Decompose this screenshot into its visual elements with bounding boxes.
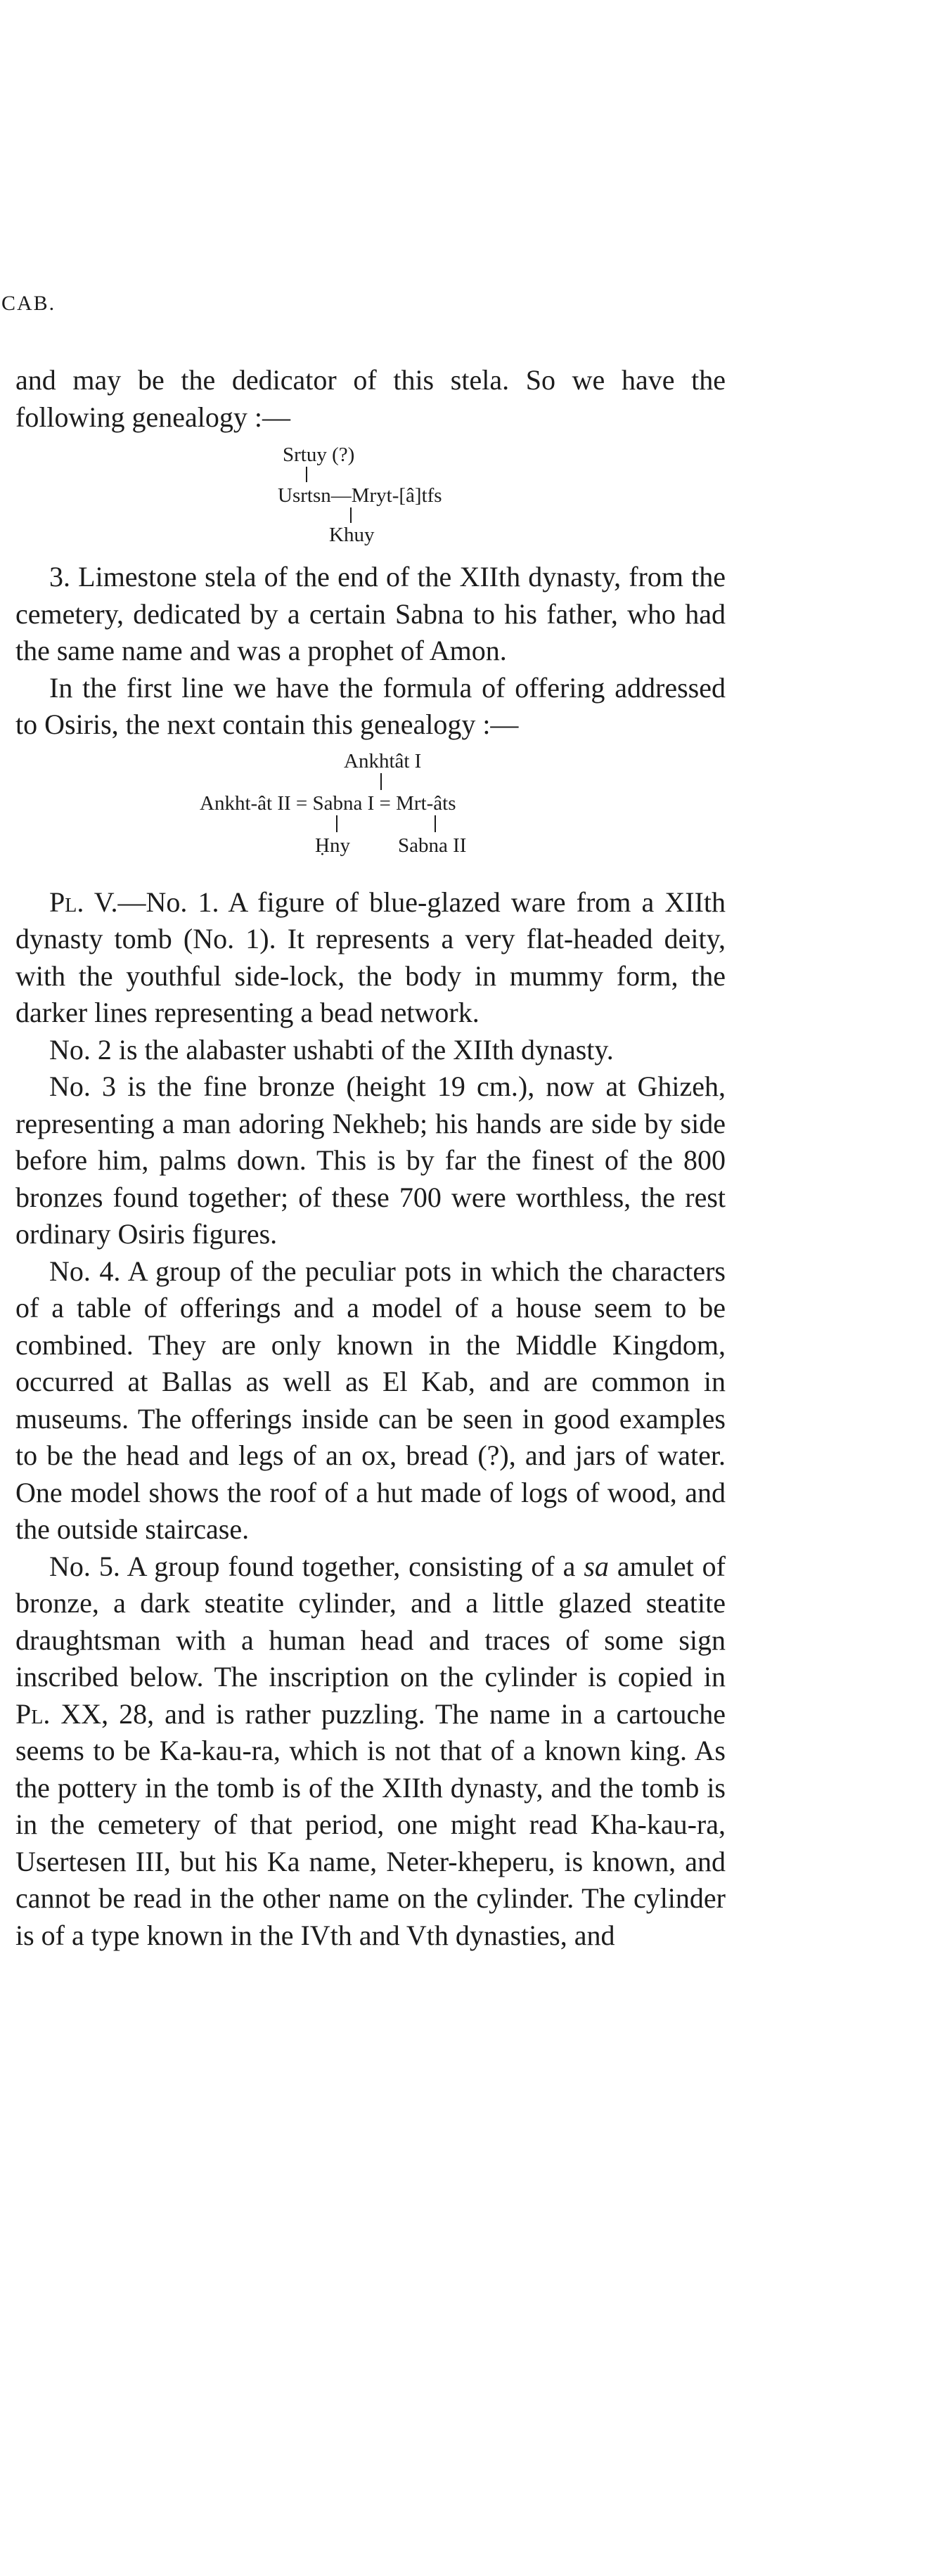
plate-reference: Pl. V. bbox=[49, 886, 118, 918]
genealogy-1-bottom: Khuy bbox=[329, 524, 375, 546]
paragraph-no-3: No. 3 is the fine bronze (height 19 cm.), now at Ghizeh, representing a man adoring Nekheb; his hands are side by side before him, palms down. This is by far the finest of the 800 bronzes found together; of these 700 were worthless, the rest ordinary Osiris figures. bbox=[15, 1070, 726, 1250]
paragraph-no-5: No. 5. A group found together, consisting of a sa amulet of bronze, a dark steatite cylinder, and a little glazed steatite draughtsman with a human head and traces of some sign inscribed below. The inscription on the cylinder is copied in Pl. XX, 28, and is rather puzzling. The name in a cartouche seems to be Ka-kau-ra, which is not that of a known king. As the pottery in the tomb is of the XIIth dynasty, and the tomb is in the cemetery of that period, one might read Kha-kau-ra, Usertesen III, but his Ka name, Neter-kheperu, is known, and cannot be read in the other name on the cylinder. The cylinder is of a type known in the IVth and Vth dynasties, and bbox=[15, 1550, 726, 1951]
genealogy-2-line-upper bbox=[380, 773, 382, 790]
paragraph-no-4: No. 4. A group of the peculiar pots in which the characters of a table of offerings and a model of a house seem to be combined. They are only known in the Middle Kingdom, occurred at Ballas as well as El Kab, and are common in museums. The offerings inside can be seen in good examples to be the head and legs of an ox, bread (?), and jars of water. One model shows the roof of a hut made of logs of wood, and the outside staircase. bbox=[15, 1255, 726, 1545]
genealogy-2-line-right bbox=[435, 815, 436, 832]
paragraph-plate-5-no-1: Pl. V.—No. 1. A figure of blue-glazed ware from a XIIth dynasty tomb (No. 1). It represents a very flat-headed deity, with the youthful side-lock, the body in mummy form, the darker lines representing a bead network. bbox=[15, 886, 726, 1028]
paragraph-stela-3: 3. Limestone stela of the end of the XIIth dynasty, from the cemetery, dedicated by a certain Sabna to his father, who had the same name and was a prophet of Amon. bbox=[15, 561, 726, 666]
paragraph-first-line: In the first line we have the formula of offering addressed to Osiris, the next contain this genealogy :— bbox=[15, 671, 726, 740]
paragraph-dedicator: and may be the dedicator of this stela. So we have the following genealogy :— bbox=[15, 364, 726, 433]
genealogy-1-line-upper bbox=[306, 467, 307, 482]
genealogy-2-top: Ankhtât I bbox=[344, 749, 422, 772]
genealogy-2-line-left bbox=[336, 815, 337, 832]
genealogy-1-top: Srtuy (?) bbox=[283, 444, 355, 466]
genealogy-2-child-1: Ḥny bbox=[315, 834, 350, 857]
paragraph-no-2: No. 2 is the alabaster ushabti of the XIIth dynasty. bbox=[49, 1033, 614, 1066]
text-column bbox=[15, 362, 726, 1954]
genealogy-1-middle: Usrtsn—Mryt-[â]tfs bbox=[278, 484, 442, 507]
genealogy-chart-1 bbox=[15, 436, 726, 559]
genealogy-2-child-2: Sabna II bbox=[398, 834, 467, 857]
genealogy-2-middle: Ankht-ât II = Sabna I = Mrt-âts bbox=[200, 791, 456, 815]
running-head: CAB. bbox=[1, 292, 56, 315]
sa-amulet-term: sa bbox=[584, 1550, 609, 1582]
plate-reference: Pl. bbox=[15, 1697, 51, 1730]
genealogy-chart-2 bbox=[15, 744, 726, 884]
genealogy-1-line-lower bbox=[350, 507, 352, 523]
